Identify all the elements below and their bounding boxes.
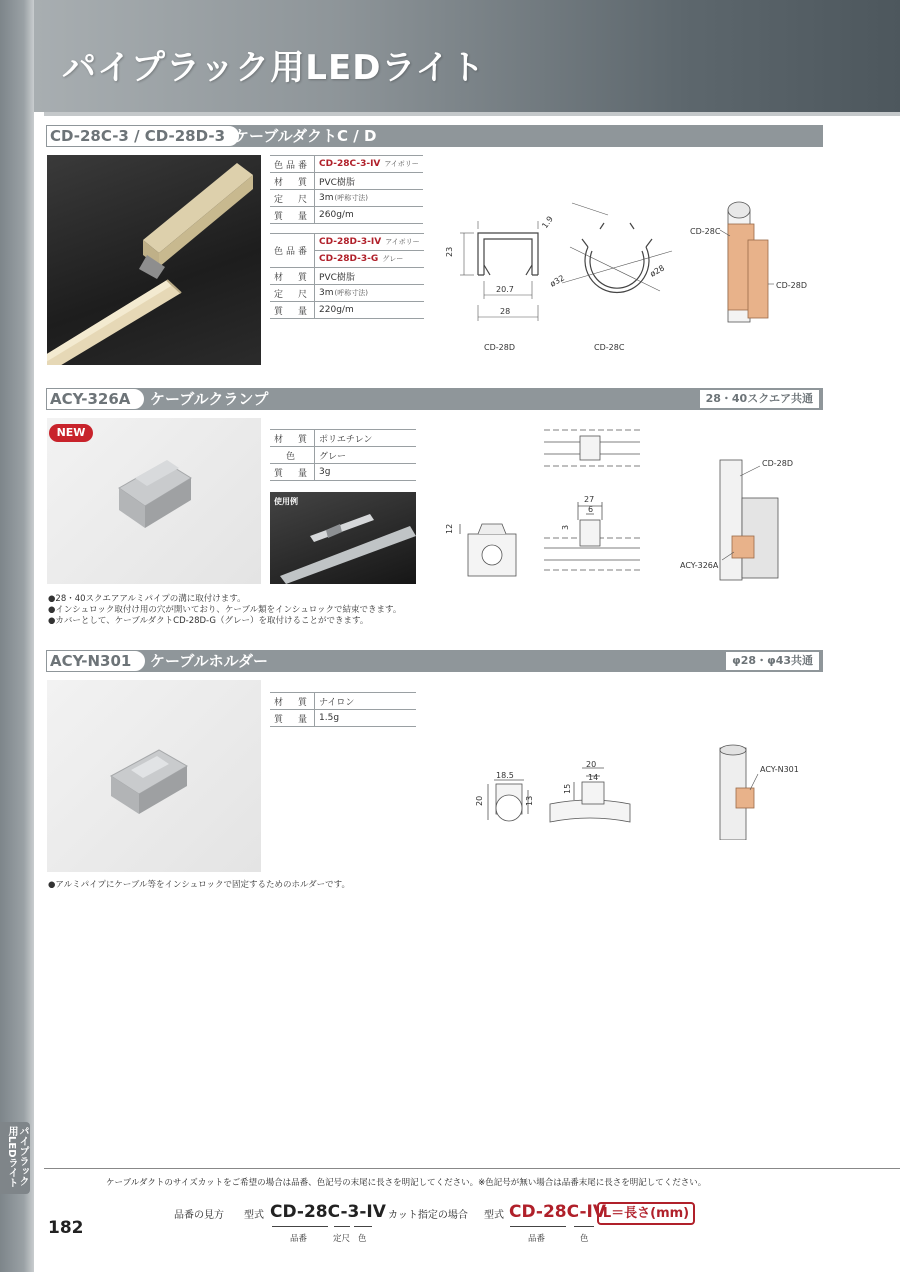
- spec-key: 色品番: [270, 156, 315, 173]
- usage-example-label: 使用例: [274, 497, 298, 506]
- underline-part: [510, 1226, 566, 1227]
- spec-value: ナイロン: [315, 693, 416, 710]
- dim-label: 15: [563, 783, 572, 794]
- spec-key: 材 質: [270, 693, 315, 710]
- spec-value: グレー: [315, 447, 416, 464]
- underline-part: [354, 1226, 372, 1227]
- spec-value: [315, 285, 424, 302]
- callout-label: CD-28C: [690, 227, 721, 236]
- note-line: ●インシュロック取付け用の穴が開いており、ケーブル類をインシュロックで結束できます。: [48, 605, 402, 615]
- spec-value: [315, 251, 424, 268]
- cable-duct-assembly-drawing: [690, 190, 820, 330]
- callout-label: ACY-N301: [760, 765, 799, 774]
- product-code: CD-28C-3-IV: [319, 159, 381, 169]
- dim-label: 28: [500, 307, 511, 316]
- spec-row: [270, 190, 423, 207]
- usage-example-photo: [270, 492, 416, 584]
- color-name: アイボリー: [385, 238, 420, 246]
- dim-label: ø28: [648, 263, 667, 279]
- spec-value: ポリエチレン: [315, 430, 416, 447]
- spec-key: 材 質: [270, 173, 315, 190]
- spec-key: 質 量: [270, 302, 315, 319]
- part-label: 定尺: [333, 1234, 351, 1244]
- dim-label: 13: [525, 795, 534, 806]
- spec-row: [270, 464, 416, 481]
- dim-label: 20: [586, 760, 597, 769]
- drawing-caption: CD-28D: [484, 343, 515, 352]
- spec-value: PVC樹脂: [315, 268, 424, 285]
- underline-part: [272, 1226, 328, 1227]
- dim-label: ø32: [548, 273, 567, 289]
- side-index-label: パイプラック用LEDライト: [6, 1126, 28, 1188]
- dim-label: 3: [561, 524, 570, 530]
- color-name: グレー: [382, 255, 404, 263]
- section-header-cable-duct: [46, 125, 823, 147]
- note-line: ●28・40スクエアアルミパイプの溝に取付けます。: [48, 594, 246, 604]
- cable-clamp-drawing: [440, 420, 660, 580]
- part-label: 色: [580, 1234, 589, 1244]
- dim-label: 27: [584, 495, 595, 504]
- new-badge: NEW: [49, 424, 93, 442]
- spec-table-acy326a: [270, 429, 416, 481]
- callout-label: CD-28D: [776, 281, 807, 290]
- spec-table-cd28d: [270, 233, 424, 319]
- footer-note: ケーブルダクトのサイズカットをご希望の場合は品番、色記号の末尾に長さを明記してください。※色記号が無い場合は品番末尾に長さを明記してください。: [106, 1178, 707, 1188]
- cable-duct-photo: [47, 155, 261, 365]
- section-code: ACY-N301: [46, 650, 146, 672]
- section-header-cable-clamp: [46, 388, 823, 410]
- spec-value: [315, 156, 423, 173]
- section-title: ケーブルクランプ: [150, 390, 269, 408]
- spec-value: PVC樹脂: [315, 173, 423, 190]
- dim-label: 12: [445, 523, 454, 534]
- howto-label: 品番の見方: [174, 1210, 224, 1221]
- spec-row: [270, 234, 424, 251]
- spec-key: 色: [270, 447, 315, 464]
- spec-key: 定 尺: [270, 190, 315, 207]
- spec-value: 1.5g: [315, 710, 416, 727]
- spec-value-text: 3m: [319, 288, 334, 298]
- compatibility-badge: φ28・φ43共通: [726, 652, 819, 670]
- dim-label: 1.9: [540, 214, 555, 231]
- spec-key: 質 量: [270, 710, 315, 727]
- underline-part: [334, 1226, 350, 1227]
- section-code: CD-28C-3 / CD-28D-3: [46, 125, 240, 147]
- product-code: CD-28D-3-IV: [319, 237, 382, 247]
- cable-clamp-assembly-drawing: [680, 452, 820, 582]
- cable-duct-illustration: [47, 155, 261, 365]
- spec-table-acyn301: [270, 692, 416, 727]
- dim-label: 20: [475, 795, 484, 806]
- note-line: ●アルミパイプにケーブル等をインシュロックで固定するためのホルダーです。: [48, 880, 350, 890]
- cable-holder-illustration: [47, 680, 261, 872]
- spec-value: [315, 190, 423, 207]
- page-title: パイプラック用LEDライト: [62, 48, 486, 88]
- side-spine: [0, 0, 34, 1272]
- spec-value: 3g: [315, 464, 416, 481]
- cable-holder-drawing: [470, 760, 650, 830]
- spec-value: [315, 234, 424, 251]
- example-code: CD-28C-3-IV: [270, 1202, 386, 1222]
- spec-row: [270, 285, 424, 302]
- type-label: 型式: [244, 1210, 264, 1221]
- spec-row: [270, 268, 424, 285]
- section-header-cable-holder: [46, 650, 823, 672]
- dim-label: 14: [588, 773, 599, 782]
- spec-row: [270, 207, 423, 224]
- spec-value: 220g/m: [315, 302, 424, 319]
- section-title: ケーブルホルダー: [150, 652, 269, 670]
- footer-divider: [44, 1168, 900, 1169]
- cable-holder-photo: [47, 680, 261, 872]
- color-name: アイボリー: [384, 160, 419, 168]
- compatibility-badge: 28・40スクエア共通: [700, 390, 819, 408]
- spec-row: [270, 156, 423, 173]
- cut-label: カット指定の場合: [388, 1210, 468, 1221]
- drawing-caption: CD-28C: [594, 343, 625, 352]
- spec-value: 260g/m: [315, 207, 423, 224]
- spec-table-cd28c: [270, 155, 423, 224]
- page-number: 182: [48, 1218, 84, 1238]
- type-label: 型式: [484, 1210, 504, 1221]
- spec-row: [270, 173, 423, 190]
- spec-value-note: (呼称寸法): [334, 289, 368, 297]
- part-label: 品番: [528, 1234, 546, 1244]
- cable-clamp-illustration: [47, 418, 261, 584]
- spec-key: 色品番: [270, 234, 315, 268]
- cable-holder-assembly-drawing: [700, 744, 820, 840]
- spec-row: [270, 447, 416, 464]
- header-divider: [44, 112, 900, 116]
- cable-clamp-photo: [47, 418, 261, 584]
- spec-key: 材 質: [270, 430, 315, 447]
- spec-key: 質 量: [270, 464, 315, 481]
- spec-row: [270, 430, 416, 447]
- part-label: 色: [358, 1234, 367, 1244]
- spec-value-note: (呼称寸法): [334, 194, 368, 202]
- cable-duct-drawing: [440, 195, 680, 355]
- cut-code: CD-28C-IV: [509, 1202, 607, 1222]
- section-code: ACY-326A: [46, 388, 145, 410]
- spec-key: 定 尺: [270, 285, 315, 302]
- dim-label: 6: [588, 505, 594, 514]
- spec-value-text: 3m: [319, 193, 334, 203]
- spec-row: [270, 693, 416, 710]
- dim-label: 23: [445, 246, 454, 257]
- underline-part: [574, 1226, 594, 1227]
- dim-label: 18.5: [496, 771, 514, 780]
- part-label: 品番: [290, 1234, 308, 1244]
- note-line: ●カバーとして、ケーブルダクトCD-28D-G（グレー）を取付けることができます。: [48, 616, 369, 626]
- spec-key: 材 質: [270, 268, 315, 285]
- product-code: CD-28D-3-G: [319, 254, 379, 264]
- callout-label: CD-28D: [762, 459, 793, 468]
- length-box: L＝長さ(mm): [597, 1202, 695, 1225]
- dim-label: 20.7: [496, 285, 514, 294]
- spec-row: [270, 710, 416, 727]
- spec-row: [270, 302, 424, 319]
- cable-holder-notes: [48, 880, 350, 891]
- section-title: ケーブルダクトC / D: [234, 127, 377, 145]
- callout-label: ACY-326A: [680, 561, 719, 570]
- cable-clamp-notes: [48, 594, 401, 627]
- spec-key: 質 量: [270, 207, 315, 224]
